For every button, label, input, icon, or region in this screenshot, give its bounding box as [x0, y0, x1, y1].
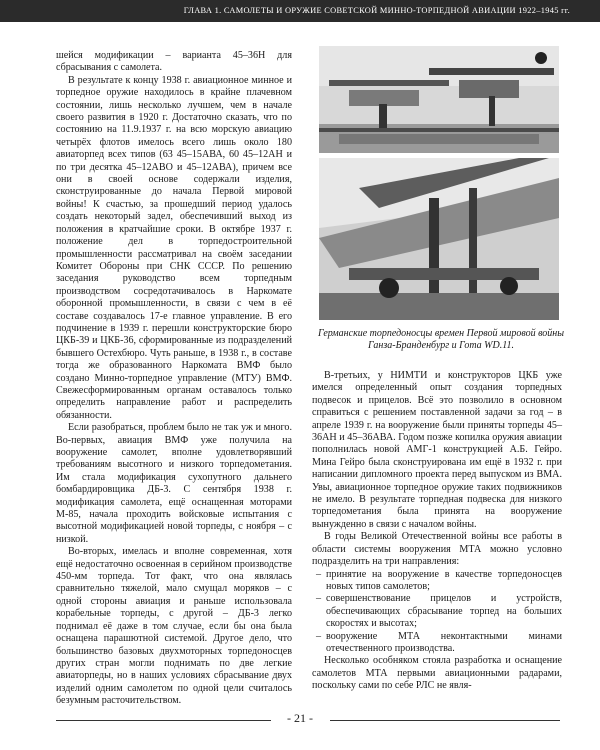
paragraph: В годы Великой Отечественной войны все работы в области системы вооружения МТА можно условно подразделить на три направления:: [312, 531, 562, 568]
chapter-header: ГЛАВА 1. САМОЛЕТЫ И ОРУЖИЕ СОВЕТСКОЙ МИННО-ТОРПЕДНОЙ АВИАЦИИ 1922–1945 гг.: [183, 6, 570, 15]
page-number: - 21 -: [287, 711, 313, 725]
paragraph: В результате к концу 1938 г. авиационное минное и торпедное оружие находилось в крайне плачевном состоянии, лишь несколько лучшем, чем в начале своего развития в 1920 г. Достаточно сказать, что по состоянию на 11.9.1937 г. на всю морскую авиацию четырёх флотов имелось всего лишь около 180 авиаторпед всех типов (63 45–15АВА, 60 45–12АН и по три десятка 45–12АВО и 45–12АВА), причем все они в своей основе содержали изделия, сконструированные до начала Первой мировой войны! К счастью, за прошедший период удалось создать некоторый задел, обеспечивший выход из положения в кратчайшие сроки. В октябре 1937 г. положение дел в торпедостроительной промышленности рассматривал на своём заседании Комитет Обороны при СНК СССР. По решению заседания руководство всем торпедным производством сосредотачивалось в Наркомате оборонной промышленности, в связи с чем в её составе создавалось 17-е главное управление. В его подчинение в 1939 г. перешли конструкторские бюро ЦКБ-39 и ЦКБ-36, сформированные из подразделений бывшего Остехбюро. Чуть раньше, в 1938 г., в составе тогда же образованного Наркомата ВМФ было создано Минно-торпедное управление (МТУ) ВМФ. Свежесформированным органам оставалось только определить направление работ и распределить обязанности.: [56, 74, 292, 421]
paragraph: Если разобраться, проблем было не так уж и много. Во-первых, авиация ВМФ уже получила на вооружение самолет, вполне удовлетворявший требованиям высотного и низкого торпедометания. Им стала модификация сухопутного дальнего бомбардировщика ДБ-3. С сентября 1938 г. модификация самолета, ещё оснащенная моторами М-85, начала проходить войсковые испытания с высотной модификацией новой торпеды, с ноября – с низкой.: [56, 422, 292, 545]
paragraph: Во-вторых, имелась и вполне современная, хотя ещё недостаточно освоенная в серийном производстве 450-мм торпеда. Тот факт, что она являлась сравнительно тяжелой, мало смущал моряков – с одной стороны авиация и раньше использовала корабельные торпеды, с другой – ДБ-3 легко поднимал её даже в том случае, если бы она была оснащена парашютной системой. Другое дело, что большинство базовых двухмоторных торпедоносцев других стран могли поднимать по две легкие авиаторпеды, но в наших условиях сбрасывание двух изделий одним самолетом по одной цели считалось безумным расточительством.: [56, 546, 292, 707]
seaplane-photo-1: [319, 46, 559, 153]
seaplane-photo-2: [319, 158, 559, 320]
paragraph: В-третьих, у НИМТИ и конструкторов ЦКБ уже имелся определенный опыт создания торпедных подвесок и прицелов. Всё это позволило в основном справиться с решением поставленной задачи за год – в апреле 1939 г. на вооружение были приняты торпеды 45–36АН и 45–36АВА. Годом позже копилка оружия авиации пополнилась новой АМГ-1 конструкцией А.Б. Гейро. Мина Гейро была сконструирована им ещё в 1932 г. при написании дипломного проекта перед выпуском из ВМА. Увы, авиационное торпедное оружие таких подвижников не имело. В результате торпедная подвеска для низкого торпедометания была принята на вооружение вынужденно в связи с началом войны.: [312, 370, 562, 530]
right-column: [312, 370, 562, 693]
list-item: – совершенствование прицелов и устройств, обеспечивающих сбрасывание торпед на больших скоростях и высотах;: [326, 593, 562, 630]
paragraph: Несколько особняком стояла разработка и оснащение самолетов МТА первыми авиационными радарами, поскольку сами по себе РЛС не явля-: [312, 655, 562, 692]
bullet-list: [312, 569, 562, 656]
list-item: – принятие на вооружение в качестве торпедоносцев новых типов самолетов;: [326, 569, 562, 594]
list-item: – вооружение МТА неконтактными минами отечественного производства.: [326, 631, 562, 656]
figure-caption: Германские торпедоносцы времен Первой мировой войны Ганза-Бранденбург и Гота WD.11.: [317, 328, 565, 351]
paragraph: шейся модификации – варианта 45–36Н для сбрасывания с самолета.: [56, 50, 292, 74]
left-column: [56, 50, 292, 708]
